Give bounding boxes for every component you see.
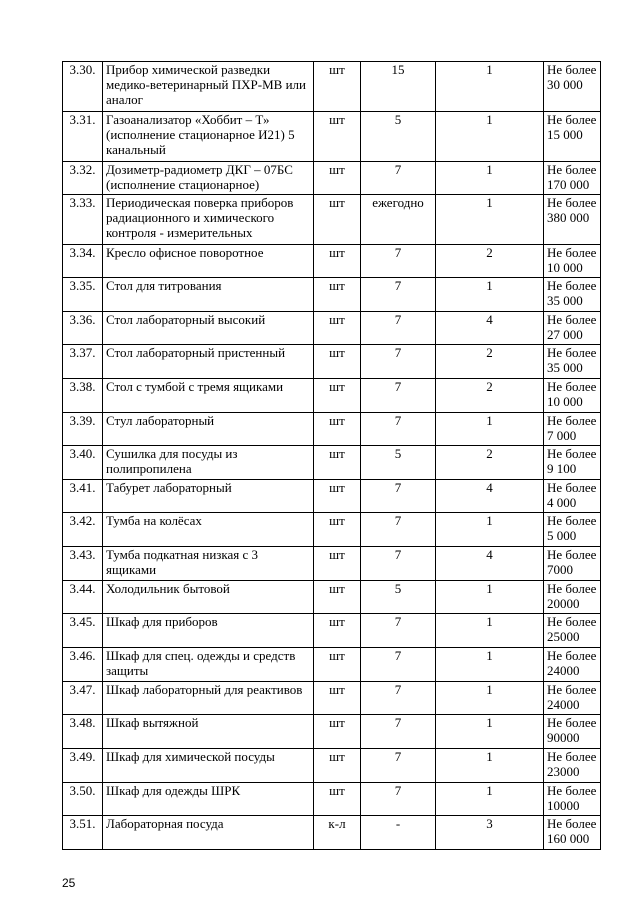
quantity: 1 (436, 682, 544, 715)
max-price (544, 413, 601, 446)
row-number: 3.51. (63, 816, 103, 850)
item-name: Сушилка для посуды из полипропилена (103, 446, 314, 480)
unit-of-measure: шт (314, 245, 361, 278)
item-name: Стул лабораторный (103, 413, 314, 446)
max-price-label: Не более (547, 278, 597, 293)
max-price (544, 345, 601, 379)
max-price-value: 9 100 (547, 461, 577, 476)
quantity: 1 (436, 62, 544, 112)
quantity: 2 (436, 446, 544, 480)
service-period: 5 (361, 446, 436, 480)
row-number: 3.49. (63, 749, 103, 783)
max-price-label: Не более (547, 245, 597, 260)
row-number: 3.39. (63, 413, 103, 446)
unit-of-measure: шт (314, 446, 361, 480)
row-number: 3.37. (63, 345, 103, 379)
table-row (63, 547, 601, 581)
unit-of-measure: шт (314, 195, 361, 245)
max-price-label: Не более (547, 749, 597, 764)
item-name: Табурет лабораторный (103, 480, 314, 513)
table-row (63, 816, 601, 850)
table-row (63, 312, 601, 345)
quantity: 1 (436, 112, 544, 162)
row-number: 3.38. (63, 379, 103, 413)
unit-of-measure: шт (314, 581, 361, 614)
row-number: 3.42. (63, 513, 103, 547)
max-price (544, 446, 601, 480)
quantity: 1 (436, 581, 544, 614)
item-name: Шкаф вытяжной (103, 715, 314, 749)
max-price (544, 816, 601, 850)
max-price-value: 35 000 (547, 293, 583, 308)
max-price-value: 4 000 (547, 495, 577, 510)
unit-of-measure: шт (314, 682, 361, 715)
max-price-label: Не более (547, 446, 597, 461)
max-price (544, 278, 601, 312)
item-name: Газоанализатор «Хоббит – Т» (исполнение стационарное И21) 5 канальный (103, 112, 314, 162)
unit-of-measure: к-л (314, 816, 361, 850)
max-price-value: 15 000 (547, 127, 583, 142)
item-name: Лабораторная посуда (103, 816, 314, 850)
max-price-label: Не более (547, 547, 597, 562)
service-period: 7 (361, 749, 436, 783)
max-price-value: 7 000 (547, 428, 577, 443)
max-price-value: 24000 (547, 697, 580, 712)
row-number: 3.34. (63, 245, 103, 278)
table-row (63, 245, 601, 278)
row-number: 3.47. (63, 682, 103, 715)
unit-of-measure: шт (314, 715, 361, 749)
item-name: Шкаф для химической посуды (103, 749, 314, 783)
quantity: 2 (436, 245, 544, 278)
row-number: 3.36. (63, 312, 103, 345)
table-row (63, 715, 601, 749)
page-number: 25 (62, 876, 76, 890)
item-name: Дозиметр-радиометр ДКГ – 07БС (исполнение стационарное) (103, 162, 314, 195)
max-price-label: Не более (547, 783, 597, 798)
table-row (63, 112, 601, 162)
unit-of-measure: шт (314, 312, 361, 345)
max-price (544, 195, 601, 245)
max-price (544, 245, 601, 278)
max-price (544, 581, 601, 614)
max-price-label: Не более (547, 379, 597, 394)
table-row (63, 581, 601, 614)
table-row (63, 278, 601, 312)
service-period: 7 (361, 547, 436, 581)
unit-of-measure: шт (314, 749, 361, 783)
service-period: 7 (361, 648, 436, 682)
max-price-value: 10 000 (547, 260, 583, 275)
quantity: 1 (436, 614, 544, 648)
max-price-value: 27 000 (547, 327, 583, 342)
max-price (544, 783, 601, 816)
max-price-label: Не более (547, 581, 597, 596)
max-price-value: 23000 (547, 764, 580, 779)
table-row (63, 195, 601, 245)
unit-of-measure: шт (314, 278, 361, 312)
service-period: 7 (361, 379, 436, 413)
table-row (63, 513, 601, 547)
unit-of-measure: шт (314, 614, 361, 648)
max-price-value: 160 000 (547, 831, 590, 846)
service-period: ежегодно (361, 195, 436, 245)
service-period: - (361, 816, 436, 850)
table-row (63, 783, 601, 816)
service-period: 7 (361, 278, 436, 312)
row-number: 3.48. (63, 715, 103, 749)
item-name: Шкаф для приборов (103, 614, 314, 648)
max-price-label: Не более (547, 112, 597, 127)
quantity: 1 (436, 162, 544, 195)
item-name: Прибор химической разведки медико-ветеринарный ПХР-МВ или аналог (103, 62, 314, 112)
max-price-value: 20000 (547, 596, 580, 611)
service-period: 7 (361, 245, 436, 278)
table-row (63, 413, 601, 446)
service-period: 5 (361, 112, 436, 162)
max-price (544, 112, 601, 162)
unit-of-measure: шт (314, 62, 361, 112)
table-row (63, 480, 601, 513)
row-number: 3.50. (63, 783, 103, 816)
table-row (63, 749, 601, 783)
quantity: 1 (436, 749, 544, 783)
service-period: 7 (361, 480, 436, 513)
item-name: Шкаф лабораторный для реактивов (103, 682, 314, 715)
unit-of-measure: шт (314, 783, 361, 816)
item-name: Шкаф для спец. одежды и средств защиты (103, 648, 314, 682)
max-price-label: Не более (547, 614, 597, 629)
item-name: Стол лабораторный высокий (103, 312, 314, 345)
table-body (63, 62, 601, 850)
max-price-value: 10000 (547, 798, 580, 813)
service-period: 7 (361, 312, 436, 345)
service-period: 7 (361, 413, 436, 446)
max-price-label: Не более (547, 682, 597, 697)
max-price-value: 30 000 (547, 77, 583, 92)
quantity: 1 (436, 648, 544, 682)
row-number: 3.40. (63, 446, 103, 480)
equipment-table (62, 61, 601, 850)
unit-of-measure: шт (314, 379, 361, 413)
service-period: 7 (361, 513, 436, 547)
max-price (544, 379, 601, 413)
max-price (544, 648, 601, 682)
max-price-label: Не более (547, 816, 597, 831)
max-price-value: 25000 (547, 629, 580, 644)
item-name: Шкаф для одежды ШРК (103, 783, 314, 816)
table-row (63, 345, 601, 379)
max-price-label: Не более (547, 62, 597, 77)
max-price-label: Не более (547, 513, 597, 528)
max-price (544, 614, 601, 648)
unit-of-measure: шт (314, 112, 361, 162)
quantity: 4 (436, 312, 544, 345)
max-price-value: 7000 (547, 562, 573, 577)
row-number: 3.35. (63, 278, 103, 312)
row-number: 3.44. (63, 581, 103, 614)
table-row (63, 682, 601, 715)
service-period: 15 (361, 62, 436, 112)
unit-of-measure: шт (314, 547, 361, 581)
row-number: 3.43. (63, 547, 103, 581)
table-row (63, 614, 601, 648)
max-price-label: Не более (547, 162, 597, 177)
quantity: 1 (436, 783, 544, 816)
max-price-label: Не более (547, 715, 597, 730)
service-period: 7 (361, 345, 436, 379)
row-number: 3.31. (63, 112, 103, 162)
table-row (63, 446, 601, 480)
max-price-value: 170 000 (547, 177, 590, 192)
max-price-label: Не более (547, 413, 597, 428)
unit-of-measure: шт (314, 480, 361, 513)
quantity: 4 (436, 547, 544, 581)
row-number: 3.33. (63, 195, 103, 245)
unit-of-measure: шт (314, 413, 361, 446)
service-period: 7 (361, 682, 436, 715)
max-price-label: Не более (547, 345, 597, 360)
max-price-value: 10 000 (547, 394, 583, 409)
unit-of-measure: шт (314, 345, 361, 379)
quantity: 4 (436, 480, 544, 513)
max-price-value: 35 000 (547, 360, 583, 375)
unit-of-measure: шт (314, 513, 361, 547)
service-period: 7 (361, 614, 436, 648)
max-price-label: Не более (547, 648, 597, 663)
max-price-label: Не более (547, 312, 597, 327)
max-price-label: Не более (547, 195, 597, 210)
unit-of-measure: шт (314, 162, 361, 195)
max-price (544, 312, 601, 345)
max-price-value: 24000 (547, 663, 580, 678)
row-number: 3.41. (63, 480, 103, 513)
max-price (544, 513, 601, 547)
quantity: 1 (436, 413, 544, 446)
row-number: 3.30. (63, 62, 103, 112)
max-price-label: Не более (547, 480, 597, 495)
quantity: 1 (436, 195, 544, 245)
quantity: 1 (436, 513, 544, 547)
max-price (544, 749, 601, 783)
max-price (544, 162, 601, 195)
max-price-value: 5 000 (547, 528, 577, 543)
quantity: 2 (436, 345, 544, 379)
max-price (544, 480, 601, 513)
service-period: 7 (361, 162, 436, 195)
max-price-value: 90000 (547, 730, 580, 745)
item-name: Стол для титрования (103, 278, 314, 312)
quantity: 2 (436, 379, 544, 413)
table-row (63, 162, 601, 195)
max-price (544, 547, 601, 581)
table-row (63, 62, 601, 112)
unit-of-measure: шт (314, 648, 361, 682)
max-price (544, 62, 601, 112)
item-name: Холодильник бытовой (103, 581, 314, 614)
quantity: 1 (436, 278, 544, 312)
max-price-value: 380 000 (547, 210, 590, 225)
row-number: 3.46. (63, 648, 103, 682)
service-period: 5 (361, 581, 436, 614)
item-name: Тумба подкатная низкая с 3 ящиками (103, 547, 314, 581)
item-name: Стол лабораторный пристенный (103, 345, 314, 379)
service-period: 7 (361, 715, 436, 749)
row-number: 3.32. (63, 162, 103, 195)
quantity: 3 (436, 816, 544, 850)
item-name: Периодическая поверка приборов радиационного и химического контроля - измерительных (103, 195, 314, 245)
service-period: 7 (361, 783, 436, 816)
row-number: 3.45. (63, 614, 103, 648)
table-row (63, 379, 601, 413)
item-name: Кресло офисное поворотное (103, 245, 314, 278)
item-name: Стол с тумбой с тремя ящиками (103, 379, 314, 413)
item-name: Тумба на колёсах (103, 513, 314, 547)
table-row (63, 648, 601, 682)
max-price (544, 715, 601, 749)
quantity: 1 (436, 715, 544, 749)
max-price (544, 682, 601, 715)
